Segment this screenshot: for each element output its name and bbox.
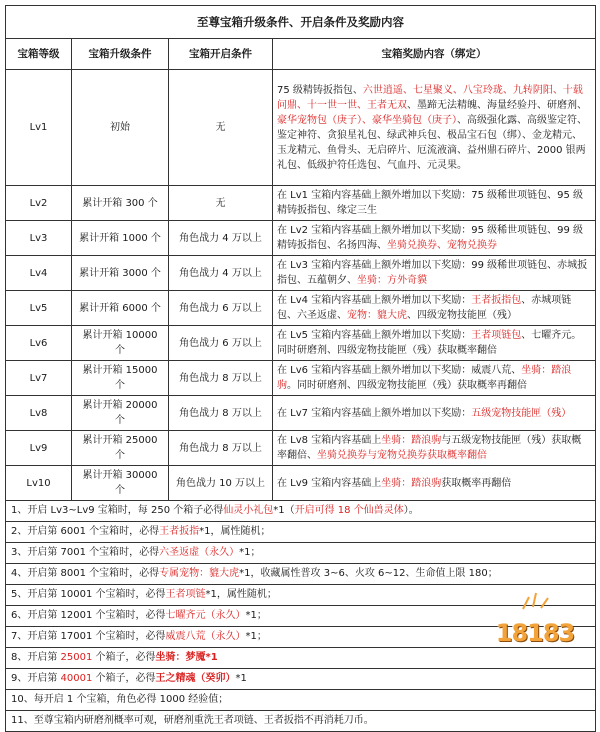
note-row [6, 669, 596, 690]
plain-text: 个箱子，必得 [92, 652, 156, 663]
reward-cell [273, 70, 596, 186]
plain-text: 11、至尊宝箱内研磨剂概率可观，研磨剂重洗王者项链、王者扳指不再消耗刀币。 [11, 715, 374, 726]
table-row [6, 256, 596, 291]
plain-text: 5、开启第 10001 个宝箱时，必得 [11, 589, 166, 600]
upgrade-condition-cell: 累计开箱 25000 个 [72, 431, 169, 466]
upgrade-condition-cell: 累计开箱 300 个 [72, 186, 169, 221]
highlight-text: 开启可得 18 个仙兽灵体 [294, 505, 404, 516]
table-row [6, 70, 596, 186]
level-cell: Lv1 [6, 70, 72, 186]
plain-text: *1 [235, 673, 247, 684]
title-row [6, 6, 596, 39]
plain-text: 。同时研磨剂、四级宠物技能匣（残）获取概率再翻倍 [287, 380, 527, 391]
plain-text: 10、每开启 1 个宝箱，角色必得 1000 经验值； [11, 694, 229, 705]
note-item [6, 501, 596, 522]
plain-text: 6、开启第 12001 个宝箱时，必得 [11, 610, 166, 621]
note-row [6, 522, 596, 543]
open-condition-cell: 角色战力 8 万以上 [169, 396, 273, 431]
table-row [6, 186, 596, 221]
highlight-text: 七曜齐元（永久） [165, 610, 246, 621]
highlight-text: 宠物：貔大虎 [347, 310, 407, 321]
note-item [6, 648, 596, 669]
level-cell: Lv7 [6, 361, 72, 396]
highlight-text: 威震八荒（永久） [165, 631, 246, 642]
reward-cell [273, 396, 596, 431]
note-row [6, 690, 596, 711]
highlight-text: 坐骑：踏浪驹 [381, 435, 442, 446]
plain-text: *1； [245, 631, 267, 642]
level-cell: Lv2 [6, 186, 72, 221]
upgrade-condition-cell: 累计开箱 15000 个 [72, 361, 169, 396]
open-condition-cell: 角色战力 6 万以上 [169, 291, 273, 326]
plain-text: 在 Lv8 宝箱内容基础上 [277, 435, 382, 446]
highlight-text: 王者项链 [165, 589, 206, 600]
plain-text: 3、开启第 7001 个宝箱时，必得 [11, 547, 160, 558]
note-item [6, 564, 596, 585]
logo-text: 18183 [495, 619, 575, 647]
plain-text: *1，属性随机； [199, 526, 271, 537]
level-cell: Lv8 [6, 396, 72, 431]
plain-text: 在 Lv4 宝箱内容基础上额外增加以下奖励： [277, 295, 472, 306]
highlight-text: 坐骑兑换券与宠物兑换券获取概率翻倍 [317, 450, 487, 461]
plain-text: 7、开启第 17001 个宝箱时，必得 [11, 631, 166, 642]
highlight-bold-text: 坐骑：梦魇*1 [155, 652, 218, 663]
plain-text: 2、开启第 6001 个宝箱时，必得 [11, 526, 160, 537]
plain-text: 、高级强化露、高级鉴定符、鉴定神符、贪狼星礼包、绿武神兵包、极品宝石包（绑）、金龙精元、玉龙精元、鱼骨头、无启碎片、厄流液滴、益州鼎石碎片、2000 银两礼包、低级护符任选包、气血丹、元灵果。 [277, 114, 587, 171]
plain-text: 在 Lv2 宝箱内容基础上额外增加以下奖励：95 级稀世项链包、99 级精铸扳指包、名扬四海、 [277, 225, 584, 251]
site-logo [489, 591, 581, 647]
plain-text: 、四级宠物技能匣（残） [407, 310, 517, 321]
reward-cell [273, 186, 596, 221]
level-cell: Lv9 [6, 431, 72, 466]
upgrade-condition-cell: 累计开箱 6000 个 [72, 291, 169, 326]
highlight-text: 王者项链包 [471, 330, 522, 341]
plain-text: 8、开启第 [11, 652, 61, 663]
highlight-text: 坐骑兑换券、宠物兑换券 [387, 240, 497, 251]
note-item [6, 711, 596, 732]
reward-cell [273, 326, 596, 361]
highlight-text: 六圣返虚（永久） [159, 547, 240, 558]
sparkle-icon [519, 591, 553, 613]
highlight-text: 六世逍遥、七星聚义、八宝玲珑、九转阴阳、十载问鼎、十一世一世、王者无双 [277, 84, 583, 111]
plain-text: 在 Lv3 宝箱内容基础上额外增加以下奖励：99 级稀世项链包、赤城扳指包、五蕴朝夕、 [277, 260, 588, 286]
header-row [6, 39, 596, 70]
upgrade-condition-cell: 累计开箱 1000 个 [72, 221, 169, 256]
reward-cell [273, 221, 596, 256]
header-upgrade: 宝箱升级条件 [72, 39, 169, 70]
plain-text: 与五级宠物技能匣（残）获取概率翻倍、 [277, 435, 582, 461]
highlight-text: 豪华宠物包（庚子）、豪华坐骑包（庚子） [277, 114, 457, 126]
level-cell: Lv6 [6, 326, 72, 361]
table-row [6, 291, 596, 326]
open-condition-cell: 角色战力 10 万以上 [169, 466, 273, 501]
plain-text: 1、开启 Lv3~Lv9 宝箱时，每 250 个箱子必得 [11, 505, 224, 516]
table-row [6, 466, 596, 501]
upgrade-condition-cell: 累计开箱 30000 个 [72, 466, 169, 501]
plain-text: ）。 [403, 505, 419, 516]
note-row [6, 648, 596, 669]
highlight-bold-text: 王之精魂（癸卯） [155, 673, 236, 684]
level-cell: Lv5 [6, 291, 72, 326]
reward-cell [273, 256, 596, 291]
plain-text: 在 Lv5 宝箱内容基础上额外增加以下奖励： [277, 330, 472, 341]
reward-cell [273, 466, 596, 501]
plain-text: 在 Lv9 宝箱内容基础上 [277, 477, 382, 489]
highlight-text: 五级宠物技能匣（残） [471, 407, 572, 419]
upgrade-condition-cell: 初始 [72, 70, 169, 186]
plain-text: 在 Lv1 宝箱内容基础上额外增加以下奖励：75 级稀世项链包、95 级精铸扳指包、缘定三生 [277, 190, 584, 216]
plain-text: 、七曜齐元。同时研磨剂、四级宠物技能匣（残）获取概率翻倍 [277, 330, 582, 356]
highlight-text: 仙灵小礼包 [223, 505, 274, 516]
level-cell: Lv10 [6, 466, 72, 501]
reward-cell [273, 361, 596, 396]
plain-text: 、墨蹄无法精魄、海量经验丹、研磨剂、 [407, 99, 587, 111]
note-row [6, 711, 596, 732]
plain-text: 、赤城项链包、六圣返虚、 [277, 295, 572, 321]
note-row [6, 543, 596, 564]
table-row [6, 361, 596, 396]
plain-text: *1（ [273, 505, 295, 516]
highlight-text: 40001 [60, 673, 93, 684]
plain-text: 4、开启第 8001 个宝箱时，必得 [11, 568, 160, 579]
note-item [6, 522, 596, 543]
header-level: 宝箱等级 [6, 39, 72, 70]
reward-cell [273, 431, 596, 466]
plain-text: *1，属性随机； [205, 589, 277, 600]
open-condition-cell: 角色战力 4 万以上 [169, 221, 273, 256]
level-cell: Lv3 [6, 221, 72, 256]
table-row [6, 326, 596, 361]
page-title: 至尊宝箱升级条件、开启条件及奖励内容 [6, 6, 596, 39]
open-condition-cell: 无 [169, 186, 273, 221]
highlight-text: 专属宠物：貔大虎 [159, 568, 240, 579]
plain-text: 获取概率再翻倍 [441, 477, 512, 489]
plain-text: 个箱子，必得 [92, 673, 156, 684]
upgrade-condition-cell: 累计开箱 20000 个 [72, 396, 169, 431]
highlight-text: 坐骑：方外奇貘 [357, 275, 427, 286]
open-condition-cell: 角色战力 6 万以上 [169, 326, 273, 361]
header-open: 宝箱开启条件 [169, 39, 273, 70]
plain-text: *1，收藏属性普攻 3~6、火攻 6~12、生命值上限 180； [239, 568, 498, 579]
highlight-text: 王者扳指包 [471, 295, 522, 306]
plain-text: 75 级精铸扳指包、 [277, 84, 363, 96]
open-condition-cell: 无 [169, 70, 273, 186]
plain-text: *1； [239, 547, 261, 558]
table-row [6, 396, 596, 431]
level-cell: Lv4 [6, 256, 72, 291]
note-item [6, 543, 596, 564]
plain-text: 在 Lv7 宝箱内容基础上额外增加以下奖励： [277, 407, 472, 419]
note-row [6, 501, 596, 522]
highlight-text: 王者扳指 [159, 526, 200, 537]
header-reward: 宝箱奖励内容（绑定） [273, 39, 596, 70]
note-item [6, 690, 596, 711]
plain-text: 在 Lv6 宝箱内容基础上额外增加以下奖励：威震八荒、 [277, 365, 522, 376]
reward-cell [273, 291, 596, 326]
open-condition-cell: 角色战力 8 万以上 [169, 361, 273, 396]
table-row [6, 431, 596, 466]
document-sheet [5, 5, 595, 726]
plain-text: *1； [245, 610, 267, 621]
highlight-text: 25001 [60, 652, 93, 663]
upgrade-condition-cell: 累计开箱 3000 个 [72, 256, 169, 291]
table-row [6, 221, 596, 256]
open-condition-cell: 角色战力 8 万以上 [169, 431, 273, 466]
highlight-text: 坐骑：踏浪驹 [277, 365, 572, 391]
note-row [6, 564, 596, 585]
plain-text: 9、开启第 [11, 673, 61, 684]
open-condition-cell: 角色战力 4 万以上 [169, 256, 273, 291]
upgrade-condition-cell: 累计开箱 10000 个 [72, 326, 169, 361]
highlight-text: 坐骑：踏浪驹 [381, 477, 442, 489]
note-item [6, 669, 596, 690]
